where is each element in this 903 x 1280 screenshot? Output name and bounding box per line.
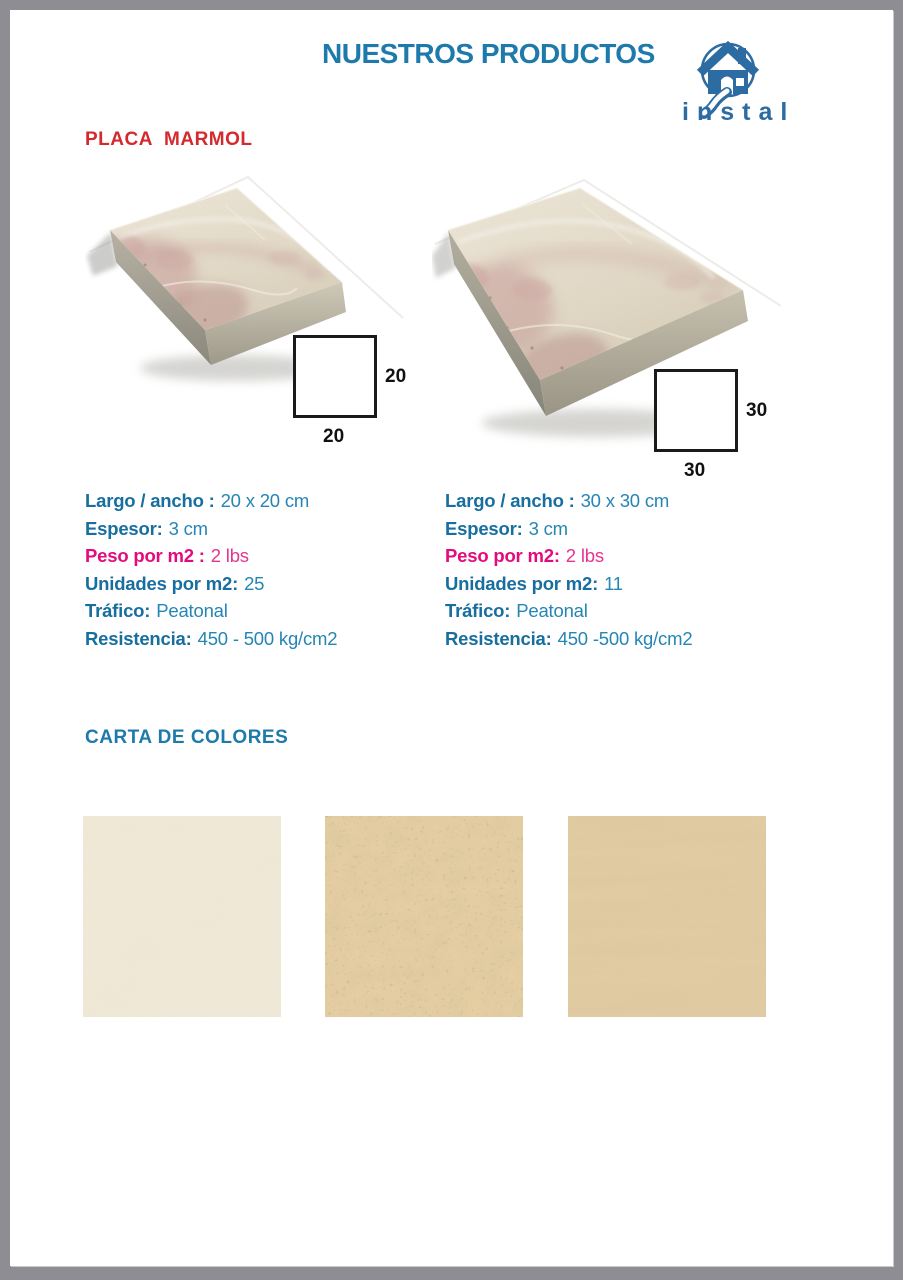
spec-largo-ancho: Largo / ancho : 20 x 20 cm (85, 490, 310, 511)
size-label-bottom: 20 (323, 426, 345, 447)
spec-resistencia: Resistencia: 450 -500 kg/cm2 (445, 627, 693, 649)
size-label-side: 30 (746, 400, 768, 421)
spec-espesor: Espesor: 3 cm (445, 517, 568, 539)
spec-unidades: Unidades por m2: 25 (85, 572, 265, 594)
color-swatch-crema-claro (83, 816, 281, 1017)
color-swatch-travertino-vetado (568, 816, 766, 1017)
spec-peso: Peso por m2 : 2 lbs (85, 545, 249, 567)
spec-unidades: Unidades por m2: 11 (445, 572, 623, 594)
size-square (654, 369, 738, 452)
size-label-bottom: 30 (684, 460, 706, 481)
spec-espesor: Espesor: 3 cm (85, 517, 208, 539)
spec-list-20x20 (85, 487, 435, 653)
size-diagram-30x30 (654, 369, 794, 479)
spec-resistencia: Resistencia: 450 - 500 kg/cm2 (85, 627, 338, 649)
instal-logo (670, 28, 800, 133)
spec-trafico: Tráfico: Peatonal (445, 600, 588, 622)
section-heading-carta-colores: CARTA DE COLORES (85, 727, 289, 748)
spec-trafico: Tráfico: Peatonal (85, 600, 228, 622)
catalog-page (10, 10, 893, 1266)
spec-largo-ancho: Largo / ancho : 30 x 30 cm (445, 490, 670, 511)
page-title: NUESTROS PRODUCTOS (322, 38, 655, 69)
spec-list-30x30 (445, 487, 795, 653)
logo-text: instal (682, 98, 796, 126)
size-square (293, 335, 377, 418)
color-swatch-beige-moteado (325, 816, 523, 1017)
size-diagram-20x20 (293, 335, 433, 445)
section-heading-placa-marmol: PLACA MARMOL (85, 129, 253, 150)
size-label-side: 20 (385, 366, 407, 387)
spec-peso: Peso por m2: 2 lbs (445, 545, 604, 567)
